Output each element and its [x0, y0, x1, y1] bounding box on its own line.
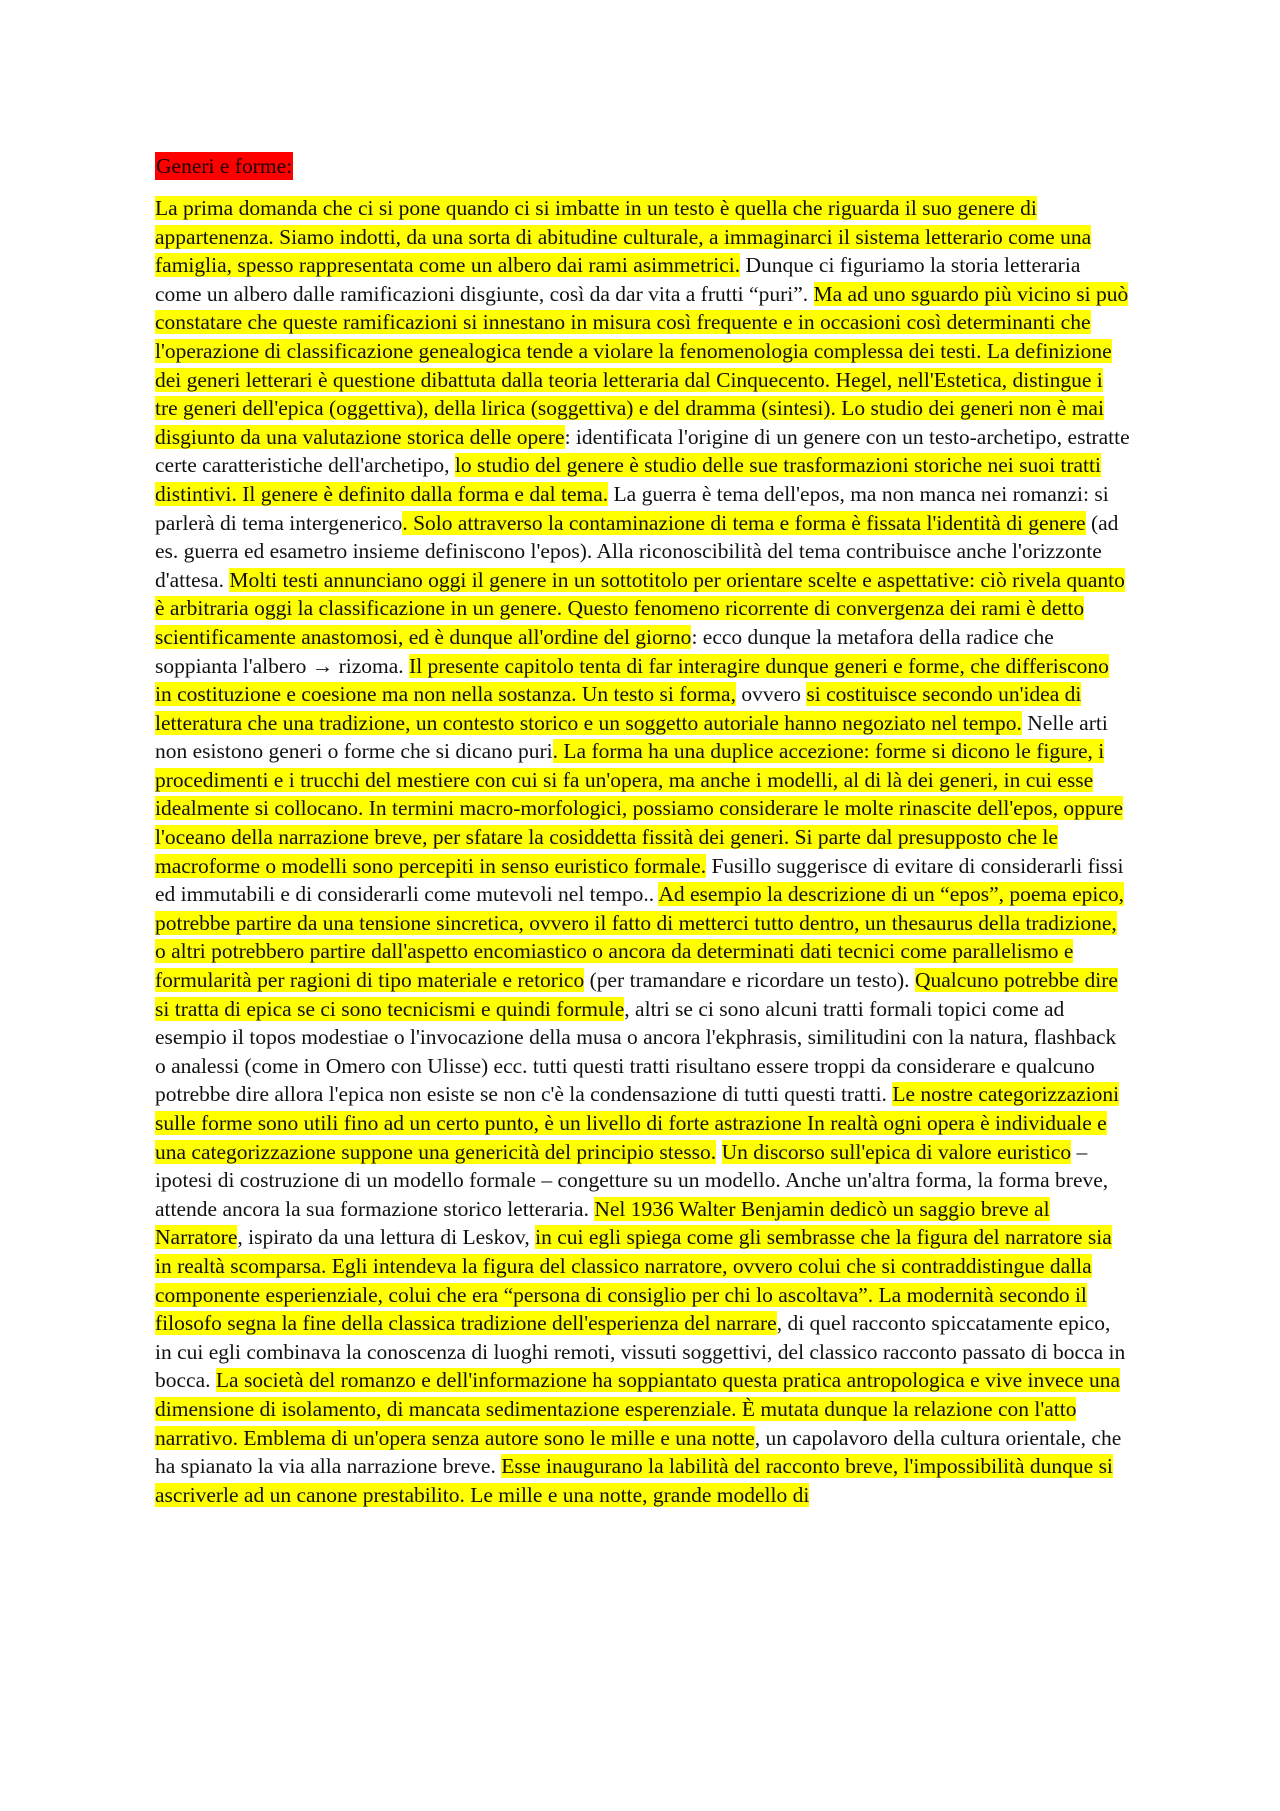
text-segment: Nelle arti non esistono generi o forme che si dicano puri: [155, 710, 1108, 764]
section-title-line: [155, 152, 1130, 180]
body-paragraph: [155, 194, 1130, 1509]
text-segment: : identificata l'origine di un genere con un testo-archetipo, estratte certe caratteristiche dell'archetipo,: [155, 424, 1130, 478]
highlighted-text-segment: si costituisce secondo un'idea di letteratura che una tradizione, un contesto storico e un soggetto autoriale hanno negoziato nel tempo.: [155, 682, 1082, 735]
highlighted-text-segment: Ma ad uno sguardo più vicino si può constatare che queste ramificazioni si innestano in misura così frequente e in occasioni così determinanti che l'operazione di classificazione genealogica tende a violare la fenomenologia complessa dei testi. La definizione dei generi letterari è questione dibattuta dalla teoria letteraria dal Cinquecento. Hegel, nell'Estetica, distingue i tre generi dell'epica (oggettiva), della lirica (soggettiva) e del dramma (sintesi). Lo studio dei generi non è mai disgiunto da una valutazione storica delle opere: [155, 281, 1129, 449]
highlighted-text-segment: Esse inaugurano la labilità del racconto breve, l'impossibilità dunque si ascriverle ad un canone prestabilito. Le mille e una notte, grande modello di: [155, 1454, 1113, 1507]
highlighted-text-segment: . Solo attraverso la contaminazione di tema e forma è fissata l'identità di genere: [402, 510, 1086, 535]
highlighted-text-segment: Molti testi annunciano oggi il genere in un sottotitolo per orientare scelte e aspettative: ciò rivela quanto è arbitraria oggi la classificazione in un genere. Questo fenomeno ricorrente di convergenza dei rami è detto scientificamente anastomosi, ed è dunque all'ordine del giorno: [155, 567, 1125, 649]
highlighted-text-segment: La società del romanzo e dell'informazione ha soppiantato questa pratica antropologica e vive invece una dimensione di isolamento, di mancata sedimentazione esperenziale. È mutata dunque la relazione con l'atto narrativo. Emblema di un'opera senza autore sono le mille e una notte: [155, 1368, 1121, 1450]
text-segment: (per tramandare e ricordare un testo).: [584, 968, 915, 993]
highlighted-text-segment: La prima domanda che ci si pone quando ci si imbatte in un testo è quella che riguarda il suo genere di appartenenza. Siamo indotti, da una sorta di abitudine culturale, a immaginarci il sistema letterario come una famiglia, spesso rappresentata come un albero dai rami asimmetrici.: [155, 196, 1092, 278]
text-segment: – ipotesi di costruzione di un modello formale – congetture su un modello. Anche un'altra forma, la forma breve, attende ancora la sua formazione storico letteraria.: [155, 1139, 1109, 1221]
section-title: Generi e forme:: [156, 154, 293, 178]
text-segment: , altri se ci sono alcuni tratti formali topici come ad esempio il topos modestiae o l'invocazione della musa o ancora l'ekphrasis, similitudini con la natura, flashback o analessi (come in Omero con Ulisse) ecc. tutti questi tratti risultano essere troppi da considerare e qualcuno potrebbe dire allora l'epica non esiste se non c'è la condensazione di tutti questi tratti.: [155, 996, 1117, 1107]
highlighted-text-segment: Qualcuno potrebbe dire si tratta di epica se ci sono tecnicismi e quindi formule: [155, 968, 1118, 1021]
highlighted-text-segment: . La forma ha una duplice accezione: forme si dicono le figure, i procedimenti e i trucchi del mestiere con cui si fa un'opera, ma anche i modelli, al di là dei generi, in cui esse idealmente si collocano. In termini macro-morfologici, possiamo considerare le molte rinascite dell'epos, oppure l'oceano della narrazione breve, per sfatare la cosiddetta fissità dei generi. Si parte dal presupposto che le macroforme o modelli sono percepiti in senso euristico formale.: [155, 739, 1124, 878]
highlighted-text-segment: lo studio del genere è studio delle sue trasformazioni storiche nei suoi tratti distintivi. Il genere è definito dalla forma e dal tema.: [155, 453, 1101, 506]
text-segment: [716, 1140, 721, 1164]
text-segment: (ad es. guerra ed esametro insieme definiscono l'epos). Alla riconoscibilità del tema contribuisce anche l'orizzonte d'attesa.: [155, 510, 1119, 592]
highlighted-text-segment: Le nostre categorizzazioni sulle forme sono utili fino ad un certo punto, è un livello di forte astrazione In realtà ogni opera è individuale e una categorizzazione suppone una genericità del principio stesso.: [155, 1082, 1120, 1164]
text-segment: , ispirato da una lettura di Leskov,: [237, 1225, 536, 1250]
document-page: [155, 152, 1130, 1509]
text-segment: ovvero: [735, 682, 807, 707]
highlighted-text-segment: in cui egli spiega come gli sembrasse che la figura del narratore sia in realtà scomparsa. Egli intendeva la figura del classico narratore, ovvero colui che si contraddistingue dalla componente esperienziale, colui che era “persona di consiglio per chi lo ascoltava”. La modernità secondo il filosofo segna la fine della classica tradizione dell'esperienza del narrare: [155, 1225, 1112, 1336]
text-segment: Dunque ci figuriamo la storia letteraria come un albero dalle ramificazioni disgiunte, così da dar vita a frutti “puri”.: [155, 253, 1081, 306]
highlighted-text-segment: Nel 1936 Walter Benjamin dedicò un saggio breve al Narratore: [155, 1196, 1050, 1250]
text-segment: , di quel racconto spiccatamente epico, in cui egli combinava la conoscenza di luoghi remoti, vissuti soggettivi, del classico racconto passato di bocca in bocca.: [155, 1311, 1126, 1393]
highlighted-text-segment: Il presente capitolo tenta di far interagire dunque generi e forme, che differiscono in costituzione e coesione ma non nella sostanza. Un testo si forma,: [155, 653, 1109, 707]
highlighted-text-segment: Un discorso sull'epica di valore euristico: [721, 1139, 1072, 1164]
text-segment: , un capolavoro della cultura orientale, che ha spianato la via alla narrazione breve.: [155, 1425, 1122, 1479]
highlighted-text-segment: Ad esempio la descrizione di un “epos”, poema epico, potrebbe partire da una tensione sincretica, ovvero il fatto di metterci tutto dentro, un thesaurus della tradizione, o altri potrebbero partire dall'aspetto encomiastico o ancora da determinati dati tecnici come parallelismo e formularità per ragioni di tipo materiale e retorico: [155, 882, 1125, 993]
text-segment: : ecco dunque la metafora della radice che soppianta l'albero → rizoma.: [155, 624, 1054, 678]
text-segment: La guerra è tema dell'epos, ma non manca nei romanzi: si parlerà di tema intergenerico: [155, 481, 1109, 535]
text-segment: Fusillo suggerisce di evitare di considerarli fissi ed immutabili e di considerarli come mutevoli nel tempo..: [155, 853, 1124, 907]
